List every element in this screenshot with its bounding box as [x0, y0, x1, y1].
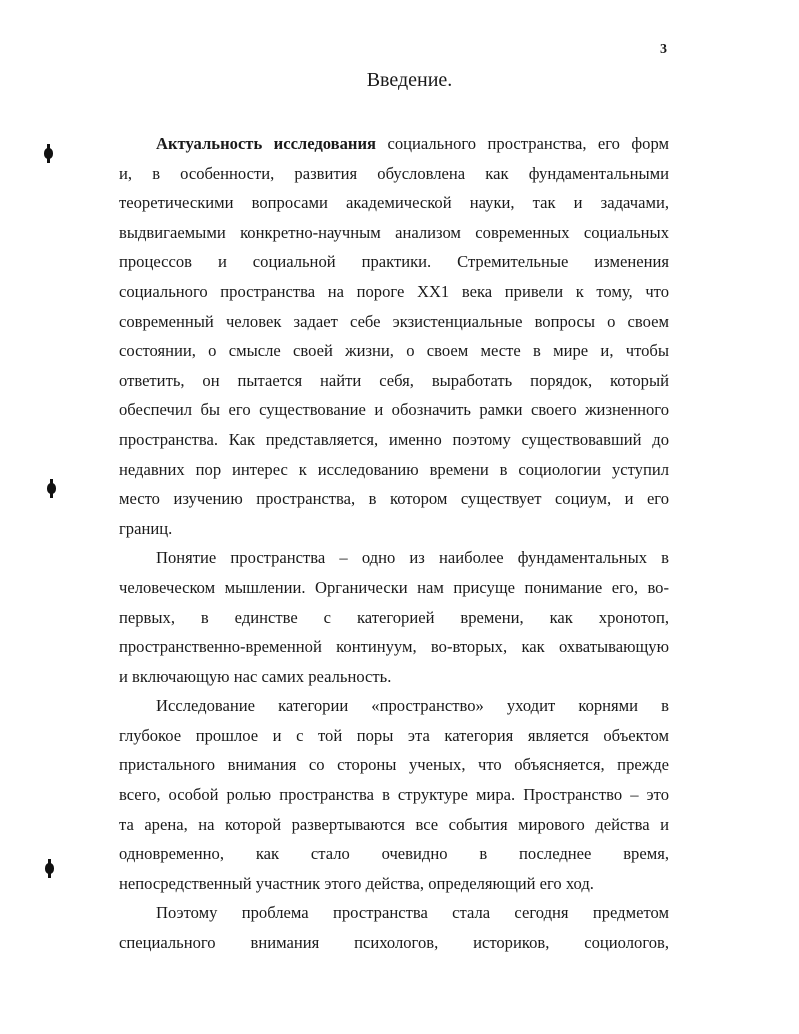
text-line: и включающую нас самих реальность.: [119, 666, 392, 686]
text-line: и, в особенности, развития обусловлена как фундаментальными: [119, 163, 669, 183]
text-line: одновременно, как стало очевидно в последнее время,: [119, 844, 669, 864]
text-fragment: социального пространства, его форм: [387, 134, 669, 153]
text-line: пространственно-временной континуум, во-вторых, как охватывающую: [119, 637, 669, 657]
text-line: глубокое прошлое и с той поры эта категория является объектом: [119, 725, 669, 745]
margin-bullet-mark: [47, 483, 56, 494]
text-line: специального внимания психологов, историков, социологов,: [119, 933, 669, 953]
text-line: место изучению пространства, в котором существует социум, и его: [119, 489, 669, 509]
body-text: [119, 129, 669, 958]
page-number: 3: [660, 42, 667, 57]
text-line: человеческом мышлении. Органически нам присуще понимание его, во-: [119, 577, 669, 597]
text-line: процессов и социальной практики. Стремительные изменения: [119, 252, 669, 272]
bold-lead-phrase: Актуальность исследования: [156, 134, 377, 153]
text-line: [119, 129, 669, 159]
text-line: та арена, на которой развертываются все события мирового действа и: [119, 814, 669, 834]
margin-bullet-mark: [45, 863, 54, 874]
text-line: непосредственный участник этого действа, определяющий его ход.: [119, 873, 594, 893]
text-line: Понятие пространства – одно из наиболее фундаментальных в: [156, 548, 669, 568]
text-line: обеспечил бы его существование и обозначить рамки своего жизненного: [119, 400, 669, 420]
margin-bullet-mark: [44, 148, 53, 159]
text-line: социального пространства на пороге XX1 века привели к тому, что: [119, 281, 669, 301]
text-line: выдвигаемыми конкретно-научным анализом современных социальных: [119, 222, 669, 242]
text-line: ответить, он пытается найти себя, выработать порядок, который: [119, 370, 669, 390]
text-line: современный человек задает себе экзистенциальные вопросы о своем: [119, 311, 669, 331]
text-line: пристального внимания со стороны ученых, что объясняется, прежде: [119, 755, 669, 775]
text-line: всего, особой ролью пространства в структуре мира. Пространство – это: [119, 785, 669, 805]
text-line: первых, в единстве с категорией времени, как хронотоп,: [119, 607, 669, 627]
page-title: Введение.: [366, 69, 453, 91]
text-line: состоянии, о смысле своей жизни, о своем месте в мире и, чтобы: [119, 341, 669, 361]
text-line: теоретическими вопросами академической науки, так и задачами,: [119, 193, 669, 213]
text-line: Поэтому проблема пространства стала сегодня предметом: [156, 903, 669, 923]
text-line: Исследование категории «пространство» уходит корнями в: [156, 696, 669, 716]
text-line: недавних пор интерес к исследованию времени в социологии уступил: [119, 459, 669, 479]
text-line: границ.: [119, 518, 173, 538]
text-line: пространства. Как представляется, именно поэтому существовавший до: [119, 429, 669, 449]
